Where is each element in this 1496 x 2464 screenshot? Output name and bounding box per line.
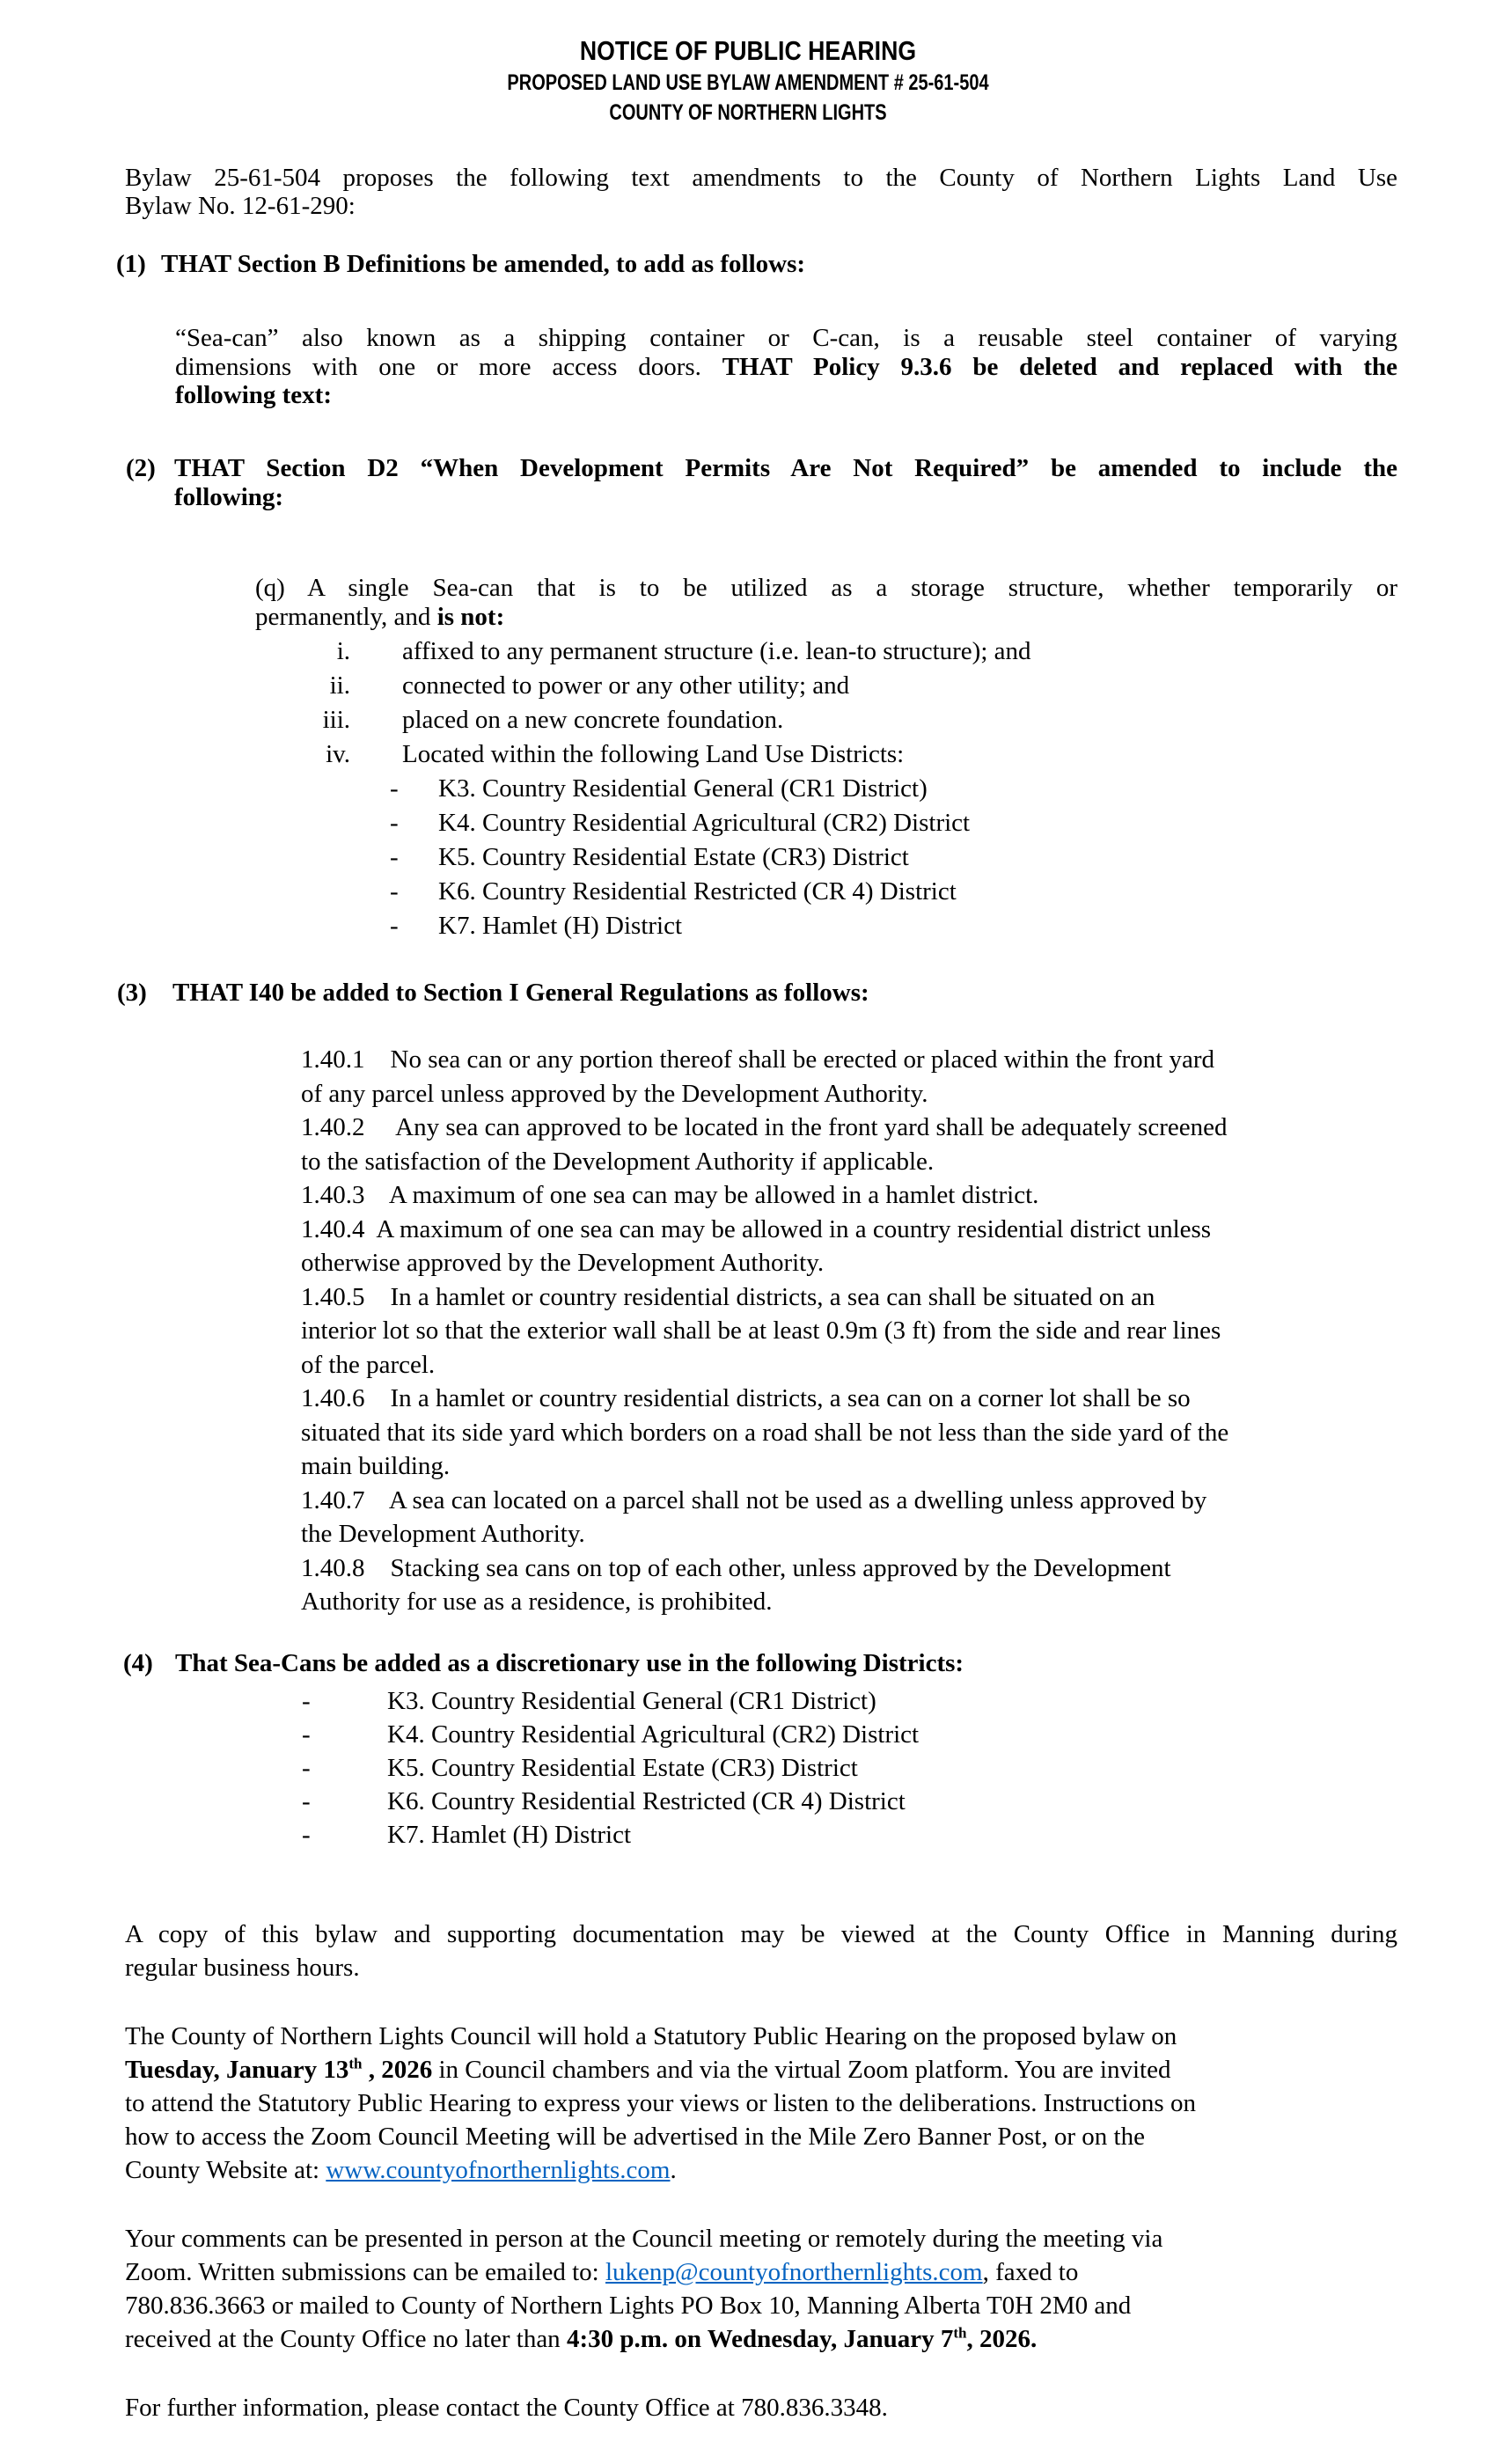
regulation-line: 1.40.7 A sea can located on a parcel shall not be used as a dwelling unless approved by [301, 1485, 1207, 1514]
regulation-line: 1.40.6 In a hamlet or country residential districts, a sea can on a corner lot shall be so [301, 1384, 1191, 1412]
section-1-number: (1) [116, 250, 146, 278]
contact-line: For further information, please contact the County Office at 780.836.3348. [125, 2394, 888, 2422]
district-text: K3. Country Residential General (CR1 District) [387, 1687, 876, 1715]
section-4-heading: That Sea-Cans be added as a discretionary use in the following Districts: [175, 1649, 964, 1677]
regulation-line: of the parcel. [301, 1350, 436, 1379]
comments-line-4 [125, 2325, 1037, 2353]
hearing-date [125, 2056, 432, 2084]
regulation-line: 1.40.2 Any sea can approved to be located in the front yard shall be adequately screened [301, 1113, 1228, 1141]
dash-bullet: - [390, 774, 399, 803]
policy-replacement-line-3: following text: [175, 381, 332, 409]
policy-replacement-text: THAT Policy 9.3.6 be deleted and replaced with the [722, 353, 1397, 381]
section-2-heading-line-2: following: [174, 483, 284, 511]
condition-text: Located within the following Land Use Districts: [402, 740, 905, 768]
clause-q-line-2 [255, 603, 504, 631]
district-text: K5. Country Residential Estate (CR3) District [438, 843, 909, 871]
district-text: K7. Hamlet (H) District [438, 912, 683, 940]
section-4-number: (4) [123, 1649, 153, 1677]
submission-email-link[interactable]: lukenp@countyofnorthernlights.com [605, 2258, 983, 2286]
email-label: Zoom. Written submissions can be emailed to: [125, 2258, 605, 2286]
hearing-line-2-text: in Council chambers and via the virtual Zoom platform. You are invited [432, 2056, 1171, 2084]
definition-text: dimensions with one or more access doors. [175, 353, 701, 381]
clause-q-text: permanently, and [255, 603, 431, 631]
section-3-heading: THAT I40 be added to Section I General Regulations as follows: [172, 979, 869, 1007]
regulation-line: of any parcel unless approved by the Development Authority. [301, 1079, 928, 1108]
section-1-heading: THAT Section B Definitions be amended, to add as follows: [161, 250, 806, 278]
regulation-line: interior lot so that the exterior wall shall be at least 0.9m (3 ft) from the side and rear lines [301, 1316, 1221, 1345]
section-3-number: (3) [117, 979, 147, 1007]
district-text: K6. Country Residential Restricted (CR 4) District [438, 877, 957, 906]
hearing-date-suffix: th [348, 2055, 363, 2072]
hearing-line-2 [125, 2056, 1170, 2084]
dash-bullet: - [302, 1754, 311, 1782]
fax-label: , faxed to [982, 2258, 1079, 2286]
condition-numeral: iii. [322, 706, 350, 734]
dash-bullet: - [390, 877, 399, 906]
district-text: K6. Country Residential Restricted (CR 4) District [387, 1787, 906, 1815]
dash-bullet: - [390, 912, 399, 940]
intro-line-1: Bylaw 25-61-504 proposes the following text amendments to the County of Northern Lights Land Use [125, 164, 1397, 192]
regulation-line: 1.40.3 A maximum of one sea can may be allowed in a hamlet district. [301, 1181, 1039, 1209]
dash-bullet: - [302, 1787, 311, 1815]
amendment-subtitle: PROPOSED LAND USE BYLAW AMENDMENT # 25-61-504 [507, 70, 989, 95]
county-website-link[interactable]: www.countyofnorthernlights.com [326, 2156, 671, 2184]
district-text: K4. Country Residential Agricultural (CR2) District [387, 1720, 920, 1749]
regulation-line: the Development Authority. [301, 1520, 585, 1548]
regulation-line: to the satisfaction of the Development Authority if applicable. [301, 1147, 935, 1176]
condition-numeral: i. [336, 637, 350, 665]
clause-q-is-not: is not: [436, 603, 505, 631]
regulation-line: 1.40.8 Stacking sea cans on top of each other, unless approved by the Development [301, 1553, 1171, 1582]
dash-bullet: - [302, 1821, 311, 1849]
notice-title: NOTICE OF PUBLIC HEARING [579, 35, 917, 66]
district-text: K7. Hamlet (H) District [387, 1821, 632, 1849]
comments-line-2 [125, 2258, 1078, 2286]
regulation-line: Authority for use as a residence, is prohibited. [301, 1588, 773, 1616]
regulation-line: situated that its side yard which borders on a road shall be not less than the side yard of the [301, 1418, 1229, 1447]
website-label: County Website at: [125, 2156, 326, 2184]
deadline-year: , 2026. [966, 2325, 1038, 2353]
dash-bullet: - [302, 1720, 311, 1749]
dash-bullet: - [390, 809, 399, 837]
copy-notice-line-2: regular business hours. [125, 1954, 360, 1982]
district-text: K5. Country Residential Estate (CR3) District [387, 1754, 858, 1782]
regulation-line: 1.40.5 In a hamlet or country residential districts, a sea can shall be situated on an [301, 1282, 1155, 1311]
hearing-date-text: Tuesday, January 13 [125, 2056, 349, 2084]
condition-numeral: iv. [326, 740, 350, 768]
regulation-line: 1.40.1 No sea can or any portion thereof shall be erected or placed within the front yard [301, 1045, 1214, 1074]
section-2-number: (2) [126, 454, 156, 482]
submission-deadline [567, 2325, 1037, 2353]
comments-line-3: 780.836.3663 or mailed to County of Northern Lights PO Box 10, Manning Alberta T0H 2M0 and [125, 2292, 1132, 2320]
hearing-line-3: to attend the Statutory Public Hearing to express your views or listen to the deliberations. Instructions on [125, 2089, 1196, 2117]
sea-can-definition-line-1: “Sea-can” also known as a shipping container or C-can, is a reusable steel container of varying [175, 324, 1397, 352]
county-name: COUNTY OF NORTHERN LIGHTS [609, 100, 887, 125]
hearing-date-year: , 2026 [362, 2056, 433, 2084]
clause-q-line-1: (q) A single Sea-can that is to be utilized as a storage structure, whether temporarily or [255, 574, 1397, 602]
hearing-line-1: The County of Northern Lights Council will hold a Statutory Public Hearing on the proposed bylaw on [125, 2022, 1177, 2050]
deadline-text: 4:30 p.m. on Wednesday, January 7 [566, 2325, 954, 2353]
regulation-line: main building. [301, 1452, 451, 1480]
hearing-line-5 [125, 2156, 677, 2184]
intro-line-2: Bylaw No. 12-61-290: [125, 192, 356, 220]
condition-text: affixed to any permanent structure (i.e. lean-to structure); and [402, 637, 1031, 665]
section-2-heading-line-1: THAT Section D2 “When Development Permits Are Not Required” be amended to include the [174, 454, 1397, 482]
condition-numeral: ii. [329, 671, 350, 700]
comments-line-1: Your comments can be presented in person at the Council meeting or remotely during the meeting via [125, 2225, 1163, 2253]
deadline-suffix: th [953, 2324, 967, 2342]
deadline-label: received at the County Office no later than [125, 2325, 567, 2353]
district-text: K3. Country Residential General (CR1 District) [438, 774, 928, 803]
copy-notice-line-1: A copy of this bylaw and supporting documentation may be viewed at the County Office in Manning during [125, 1920, 1397, 1948]
district-text: K4. Country Residential Agricultural (CR2) District [438, 809, 971, 837]
dash-bullet: - [390, 843, 399, 871]
regulation-line: 1.40.4 A maximum of one sea can may be allowed in a country residential district unless [301, 1214, 1212, 1243]
dash-bullet: - [302, 1687, 311, 1715]
sea-can-definition-line-2 [175, 353, 1397, 381]
hearing-line-4: how to access the Zoom Council Meeting will be advertised in the Mile Zero Banner Post, or on the [125, 2123, 1145, 2151]
condition-text: connected to power or any other utility; and [402, 671, 850, 700]
condition-text: placed on a new concrete foundation. [402, 706, 784, 734]
regulation-line: otherwise approved by the Development Authority. [301, 1249, 825, 1277]
website-period: . [670, 2156, 677, 2184]
